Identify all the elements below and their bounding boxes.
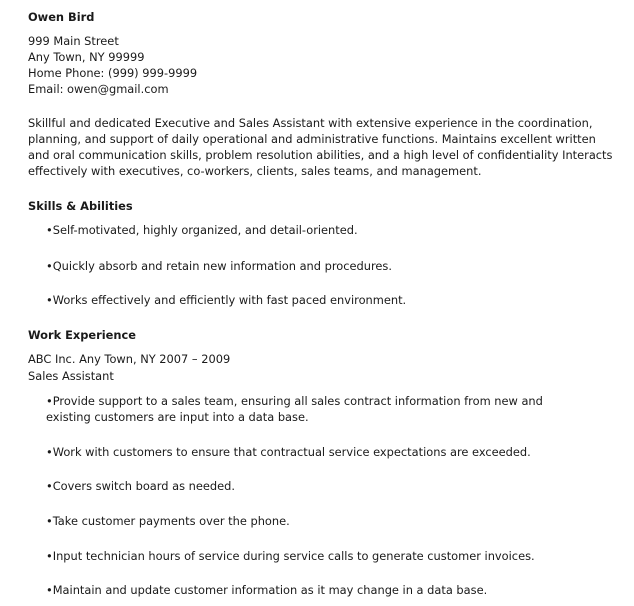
contact-street: 999 Main Street: [28, 34, 119, 48]
skills-item: •Quickly absorb and retain new information and procedures.: [46, 259, 392, 273]
applicant-name: Owen Bird: [28, 10, 95, 24]
work-heading: Work Experience: [28, 328, 136, 342]
skills-heading: Skills & Abilities: [28, 199, 133, 213]
work-item: •Provide support to a sales team, ensuring all sales contract information from new and existing customers are input into a data base.: [46, 394, 543, 424]
contact-block: [28, 33, 197, 97]
contact-phone: Home Phone: (999) 999-9999: [28, 66, 198, 80]
work-item: •Take customer payments over the phone.: [46, 514, 290, 528]
job-employer: ABC Inc. Any Town, NY 2007 – 2009: [28, 352, 231, 366]
summary-paragraph: Skillful and dedicated Executive and Sales Assistant with extensive experience in the coordination, planning, and support of daily operational and administrative functions. Maintains excellent written and oral communication skills, problem resolution abilities, and a high level of confidentiality Interacts effectively with executives, co-workers, clients, sales teams, and management.: [28, 116, 613, 178]
skills-item: •Works effectively and efficiently with fast paced environment.: [46, 293, 407, 307]
work-item: •Input technician hours of service during service calls to generate customer invoices.: [46, 549, 535, 563]
work-item: •Maintain and update customer information as it may change in a data base.: [46, 583, 488, 597]
skills-item: •Self-motivated, highly organized, and detail-oriented.: [46, 223, 358, 237]
contact-city: Any Town, NY 99999: [28, 50, 145, 64]
job-title: Sales Assistant: [28, 369, 114, 383]
work-item: •Covers switch board as needed.: [46, 479, 235, 493]
contact-email: Email: owen@gmail.com: [28, 82, 169, 96]
work-item: •Work with customers to ensure that contractual service expectations are exceeded.: [46, 445, 531, 459]
